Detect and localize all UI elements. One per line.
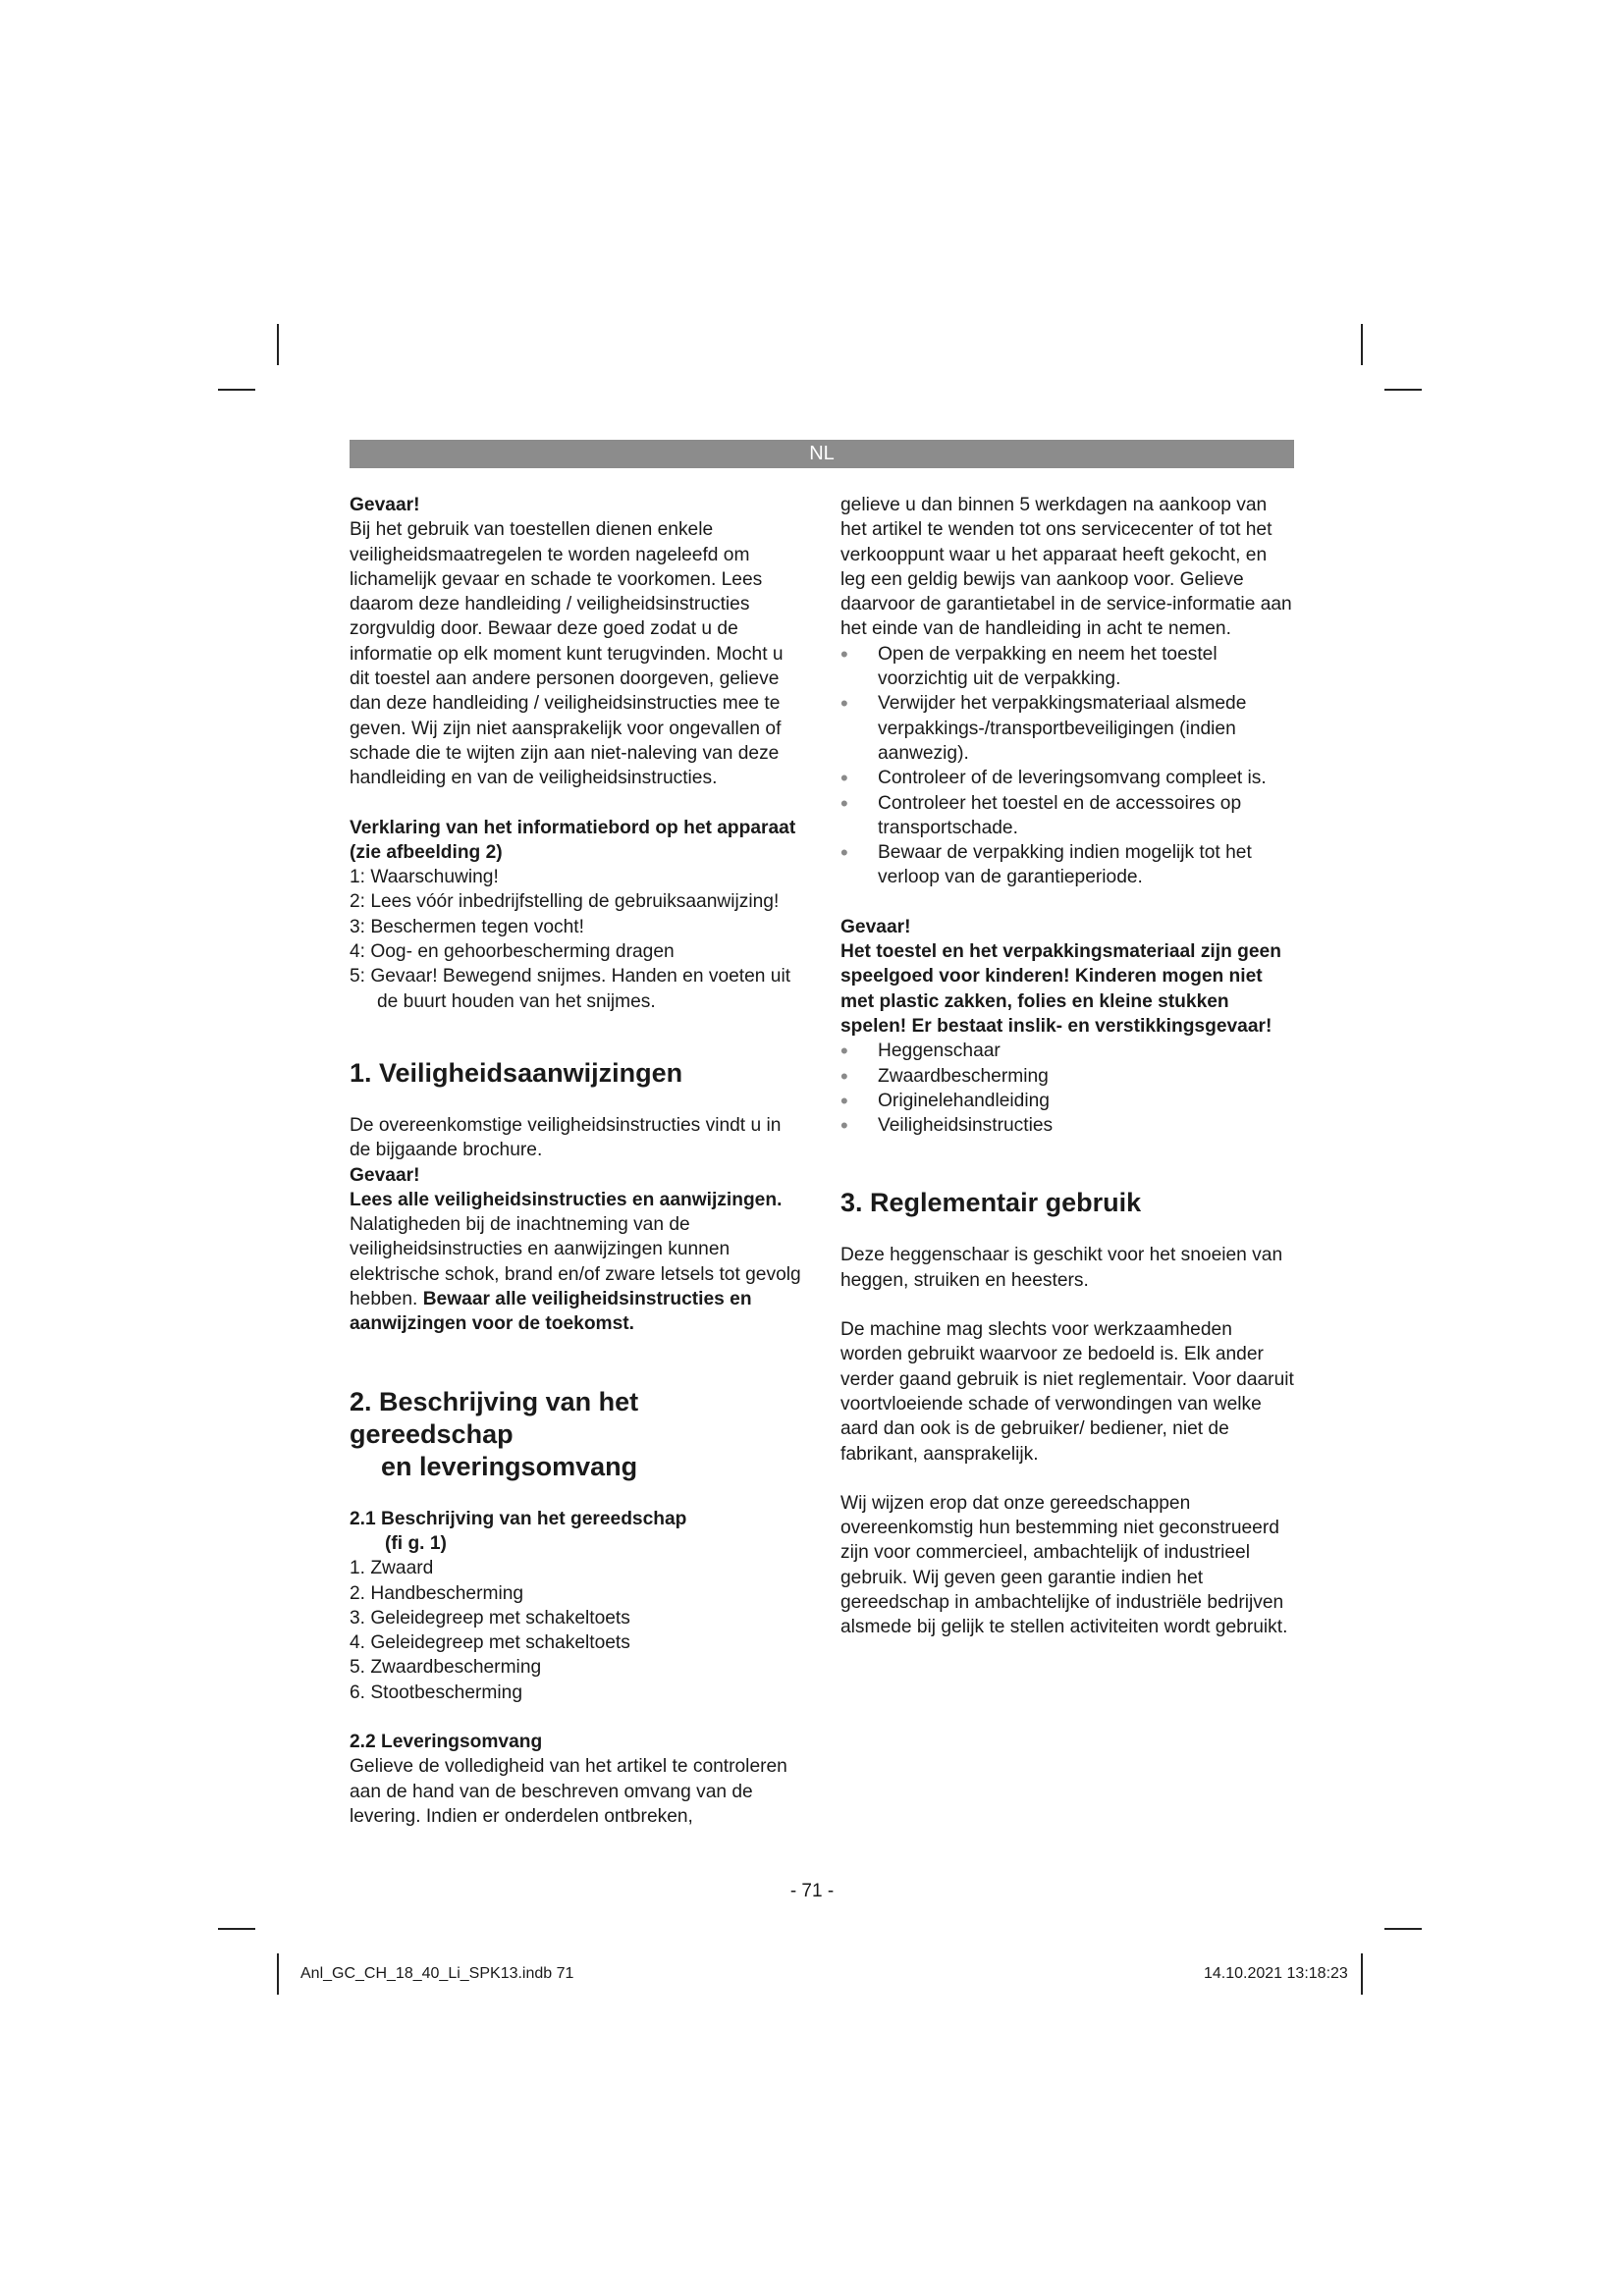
crop-mark xyxy=(218,389,255,391)
packaging-warning-heading: Gevaar! xyxy=(840,916,911,937)
list-item: • Veiligheidsinstructies xyxy=(840,1113,1294,1138)
left-column xyxy=(350,493,803,1829)
section-3-paragraph-2: De machine mag slechts voor werkzaamheden worden gebruikt waarvoor ze bedoeld is. Elk ander verder gaand gebruik is niet reglementair. Voor daaruit voortvloeiende schade of verwondingen van welke aard dan ook is de gebruiker/ bediener, niet de fabrikant, aansprakelijk. xyxy=(840,1319,1294,1465)
crop-mark xyxy=(1384,389,1422,391)
list-item: 4. Geleidegreep met schakeltoets xyxy=(350,1632,630,1654)
section-1-warning-body xyxy=(350,1188,803,1337)
section-2-1-title-line1: 2.1 Beschrijving van het gereedschap xyxy=(350,1508,687,1529)
packaging-warning-body: Het toestel en het verpakkingsmateriaal zijn geen speelgoed voor kinderen! Kinderen mogen niet met plastic zakken, folies en kleine stukken spelen! Er bestaat inslik- en verstikkingsgevaar! xyxy=(840,941,1281,1037)
crop-mark xyxy=(1361,324,1363,365)
section-1-body: De overeenkomstige veiligheidsinstructies vindt u in de bijgaande brochure. xyxy=(350,1114,782,1161)
list-item: • Controleer of de leveringsomvang compleet is. xyxy=(840,766,1294,790)
delivery-contents-list xyxy=(840,1039,1294,1138)
list-item: 2: Lees vóór inbedrijfstelling de gebruiksaanwijzing! xyxy=(350,891,780,913)
intro-heading: Gevaar! xyxy=(350,495,420,515)
crop-mark xyxy=(1384,1928,1422,1930)
language-header-bar xyxy=(350,440,1294,468)
unpacking-steps xyxy=(840,642,1294,890)
section-2-2-body: Gelieve de volledigheid van het artikel te controleren aan de hand van de beschreven omvang van de levering. Indien er onderdelen ontbreken, xyxy=(350,1756,787,1827)
list-item: 1: Waarschuwing! xyxy=(350,867,499,888)
list-item: • Bewaar de verpakking indien mogelijk tot het verloop van de garantieperiode. xyxy=(840,840,1294,890)
section-1-warning-heading: Gevaar! xyxy=(350,1164,420,1186)
continued-body: gelieve u dan binnen 5 werkdagen na aankoop van het artikel te wenden tot ons servicecenter of tot het verkooppunt waar u het apparaat heeft gekocht, en leg een geldig bewijs van aankoop voor. Gelieve daarvoor de garantietabel in de service-informatie aan het einde van de handleiding in acht te nemen. xyxy=(840,495,1292,640)
list-item: • Originelehandleiding xyxy=(840,1089,1294,1113)
list-item: 6. Stootbescherming xyxy=(350,1682,522,1703)
warning-text: Nalatigheden bij de inachtneming van de veiligheidsinstructies en aanwijzingen kunnen elektrische schok, brand en/of zware letsels tot gevolg hebben. xyxy=(350,1214,801,1310)
section-3-paragraph-3: Wij wijzen erop dat onze gereedschappen overeenkomstig hun bestemming niet geconstrueerd zijn voor commercieel, ambachtelijk of industrieel gebruik. Wij geven geen garantie indien het gereedschap in ambachtelijke of industriële bedrijven alsmede bij gelijk te stellen activiteiten wordt gebruikt. xyxy=(840,1492,1288,1638)
section-2-2-title: 2.2 Leveringsomvang xyxy=(350,1731,543,1752)
section-3-title: 3. Reglementair gebruik xyxy=(840,1188,1142,1218)
section-2-1-title xyxy=(350,1507,803,1557)
warning-tail: Bewaar alle veiligheidsinstructies en aanwijzingen voor de toekomst. xyxy=(350,1289,752,1335)
list-item: • Zwaardbescherming xyxy=(840,1064,1294,1089)
section-2-title-line2: en leveringsomvang xyxy=(381,1451,638,1481)
crop-mark xyxy=(277,1953,279,1995)
info-board-list xyxy=(350,865,803,1014)
list-item: 3: Beschermen tegen vocht! xyxy=(350,916,584,937)
list-item: 3. Geleidegreep met schakeltoets xyxy=(350,1607,630,1629)
footer-datetime: 14.10.2021 13:18:23 xyxy=(1204,1965,1348,1982)
list-item: • Open de verpakking en neem het toestel voorzichtig uit de verpakking. xyxy=(840,642,1294,692)
list-item: 5: Gevaar! Bewegend snijmes. Handen en voeten uit de buurt houden van het snijmes. xyxy=(350,966,791,1012)
right-column xyxy=(840,493,1294,1640)
list-item: 5. Zwaardbescherming xyxy=(350,1657,542,1679)
list-item: • Heggenschaar xyxy=(840,1039,1294,1063)
footer-file-name: Anl_GC_CH_18_40_Li_SPK13.indb 71 xyxy=(300,1965,574,1982)
crop-mark xyxy=(218,1928,255,1930)
language-label: NL xyxy=(809,443,835,464)
section-2-title xyxy=(350,1386,803,1483)
crop-mark xyxy=(1361,1953,1363,1995)
crop-mark xyxy=(277,324,279,365)
list-item: 1. Zwaard xyxy=(350,1558,434,1579)
list-item: 2. Handbescherming xyxy=(350,1582,524,1604)
list-item: • Controleer het toestel en de accessoires op transportschade. xyxy=(840,791,1294,841)
info-board-heading: Verklaring van het informatiebord op het apparaat (zie afbeelding 2) xyxy=(350,817,796,863)
page-number: - 71 - xyxy=(789,1881,835,1901)
section-1-title: 1. Veiligheidsaanwijzingen xyxy=(350,1057,683,1088)
section-2-1-title-line2: (fi g. 1) xyxy=(385,1532,447,1554)
warning-lead: Lees alle veiligheidsinstructies en aanwijzingen. xyxy=(350,1189,783,1210)
section-3-paragraph-1: Deze heggenschaar is geschikt voor het snoeien van heggen, struiken en heesters. xyxy=(840,1245,1283,1291)
section-2-title-line1: 2. Beschrijving van het gereedschap xyxy=(350,1386,639,1449)
list-item: 4: Oog- en gehoorbescherming dragen xyxy=(350,941,675,963)
list-item: • Verwijder het verpakkingsmateriaal alsmede verpakkings-/transportbeveiligingen (indien aanwezig). xyxy=(840,691,1294,766)
parts-list xyxy=(350,1556,803,1705)
intro-body: Bij het gebruik van toestellen dienen enkele veiligheidsmaatregelen te worden nageleefd om lichamelijk gevaar en schade te voorkomen. Lees daarom deze handleiding / veiligheidsinstructies zorgvuldig door. Bewaar deze goed zodat u de informatie op elk moment kunt terugvinden. Mocht u dit toestel aan andere personen doorgeven, gelieve dan deze handleiding / veiligheidsinstructies mee te geven. Wij zijn niet aansprakelijk voor ongevallen of schade die te wijten zijn aan niet-naleving van deze handleiding en van de veiligheidsinstructies. xyxy=(350,519,784,789)
